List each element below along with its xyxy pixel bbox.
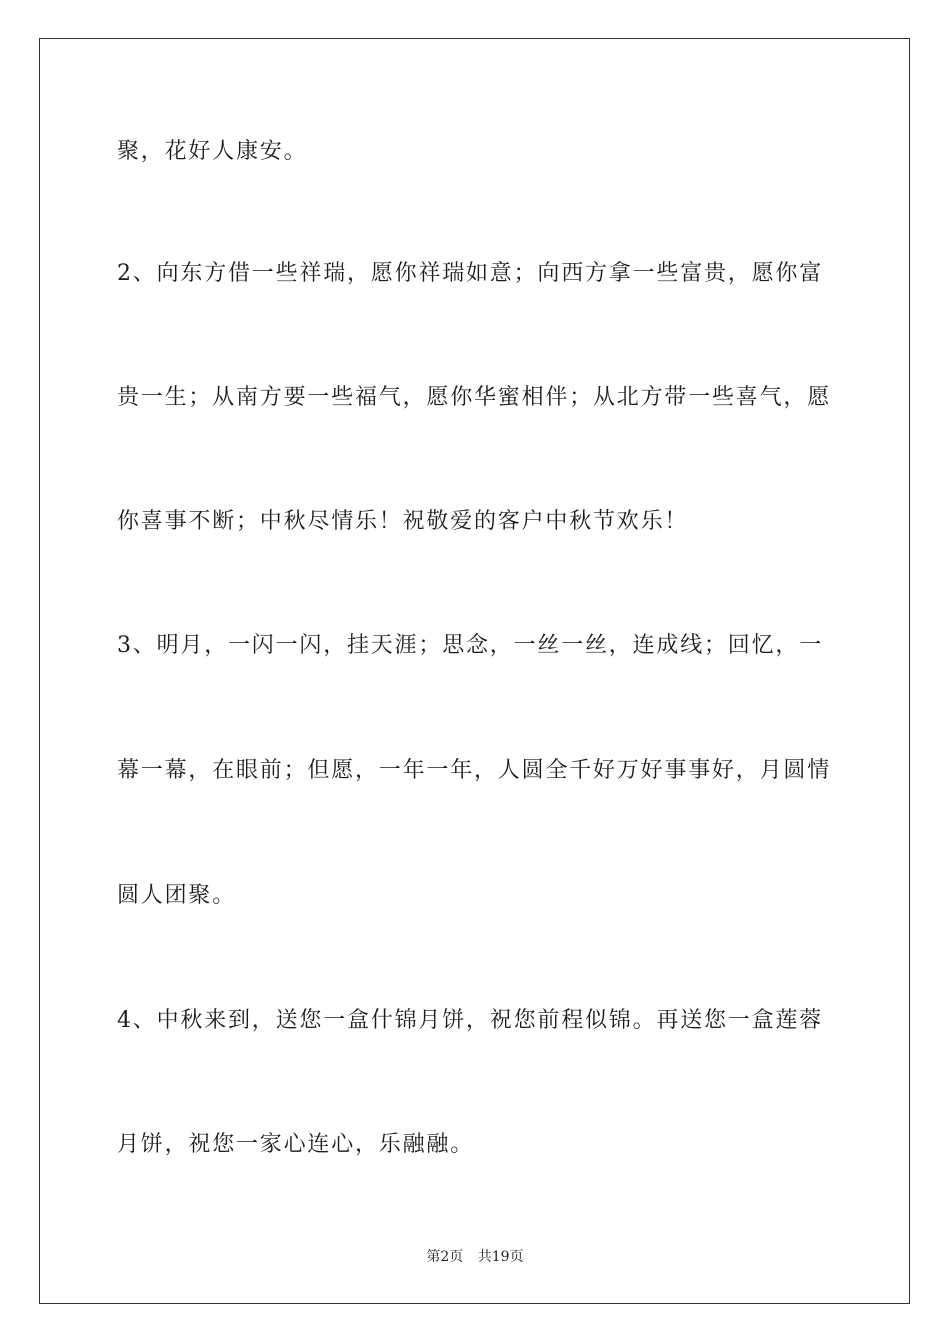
text-line-1: 聚，花好人康安。 [117,139,308,164]
page-border [39,38,910,1304]
text-line-5: 3、明月，一闪一闪，挂天涯；思念，一丝一丝，连成线；回忆，一 [117,633,823,658]
text-line-6: 幕一幕，在眼前；但愿，一年一年，人圆全千好万好事事好，月圆情 [117,758,832,783]
page-footer [0,1248,950,1266]
text-line-3: 贵一生；从南方要一些福气，愿你华蜜相伴；从北方带一些喜气，愿 [117,385,832,410]
text-line-8: 4、中秋来到，送您一盒什锦月饼，祝您前程似锦。再送您一盒莲蓉 [117,1008,823,1033]
text-line-9: 月饼，祝您一家心连心，乐融融。 [117,1132,475,1157]
text-line-7: 圆人团聚。 [117,883,237,908]
current-page-label: 第2页 [426,1249,464,1265]
text-line-4: 你喜事不断；中秋尽情乐！祝敬爱的客户中秋节欢乐！ [117,509,689,534]
text-line-2: 2、向东方借一些祥瑞，愿你祥瑞如意；向西方拿一些富贵，愿你富 [117,261,823,286]
total-pages-label: 共19页 [477,1249,524,1265]
